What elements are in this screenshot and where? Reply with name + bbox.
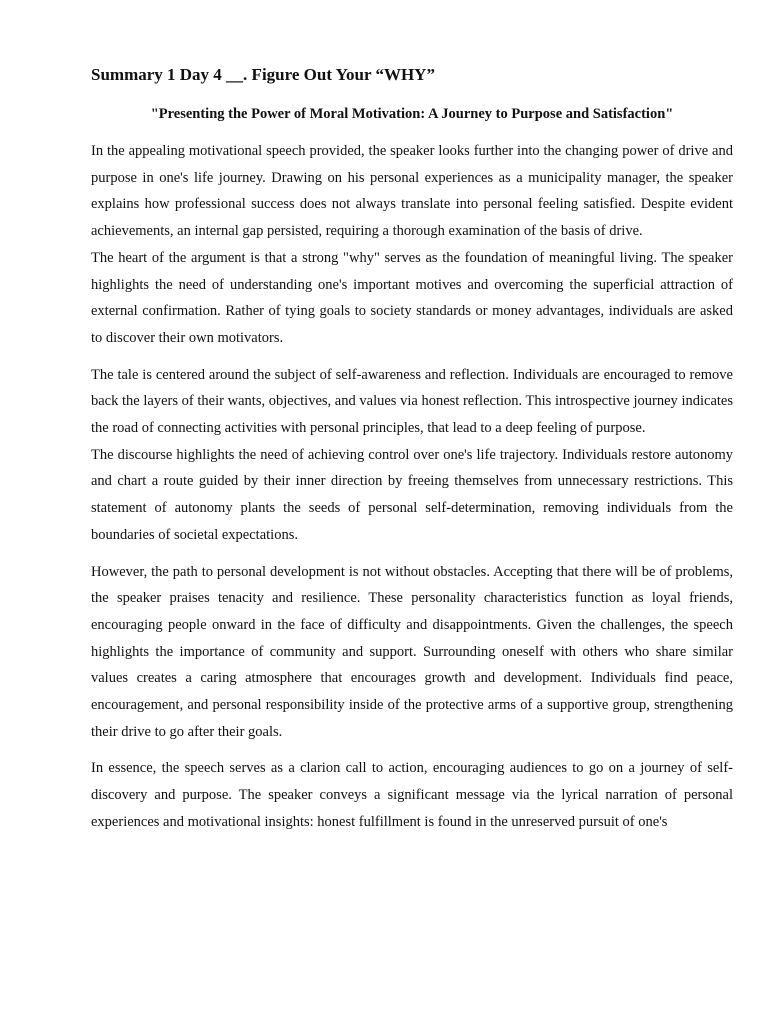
paragraph-3: The tale is centered around the subject of self-awareness and reflection. Individuals are encouraged to remove back the layers of their wants, objectives, and values via honest reflection. This introspective journey indicates the road of connecting activities with personal principles, that lead to a deep feeling of purpose. [91,366,733,437]
paragraph-4: The discourse highlights the need of achieving control over one's life trajectory. Individuals restore autonomy and chart a route guided by their inner direction by freeing themselves from unnecessary restrictions. This statement of autonomy plants the seeds of personal self-determination, removing individuals from the boundaries of societal expectations. [91,446,733,543]
paragraph-2: The heart of the argument is that a strong "why" serves as the foundation of meaningful living. The speaker highlights the need of understanding one's important motives and overcoming the superficial attraction of external confirmation. Rather of tying goals to society standards or money advantages, individuals are asked to discover their own motivators. [91,249,733,346]
paragraph-5: However, the path to personal development is not without obstacles. Accepting that there will be of problems, the speaker praises tenacity and resilience. These personality characteristics function as loyal friends, encouraging people onward in the face of difficulty and disappointments. Given the challenges, the speech highlights the importance of community and support. Surrounding oneself with others who share similar values creates a caring atmosphere that encourages growth and development. Individuals find peace, encouragement, and personal responsibility inside of the protective arms of a supportive group, strengthening their drive to go after their goals. [91,563,733,740]
document-page [91,62,733,836]
document-subtitle: "Presenting the Power of Moral Motivation: A Journey to Purpose and Satisfaction" [150,106,674,122]
paragraph-6: In essence, the speech serves as a clarion call to action, encouraging audiences to go on a journey of self-discovery and purpose. The speaker conveys a significant message via the lyrical narration of personal experiences and motivational insights: honest fulfillment is found in the unreserved pursuit of one's [91,760,733,830]
document-title: Summary 1 Day 4 __. Figure Out Your “WHY” [91,65,435,84]
paragraph-1: In the appealing motivational speech provided, the speaker looks further into the changing power of drive and purpose in one's life journey. Drawing on his personal experiences as a municipality manager, the speaker explains how professional success does not always translate into personal feeling satisfied. Despite evident achievements, an internal gap persisted, requiring a thorough examination of the basis of drive. [91,143,733,240]
